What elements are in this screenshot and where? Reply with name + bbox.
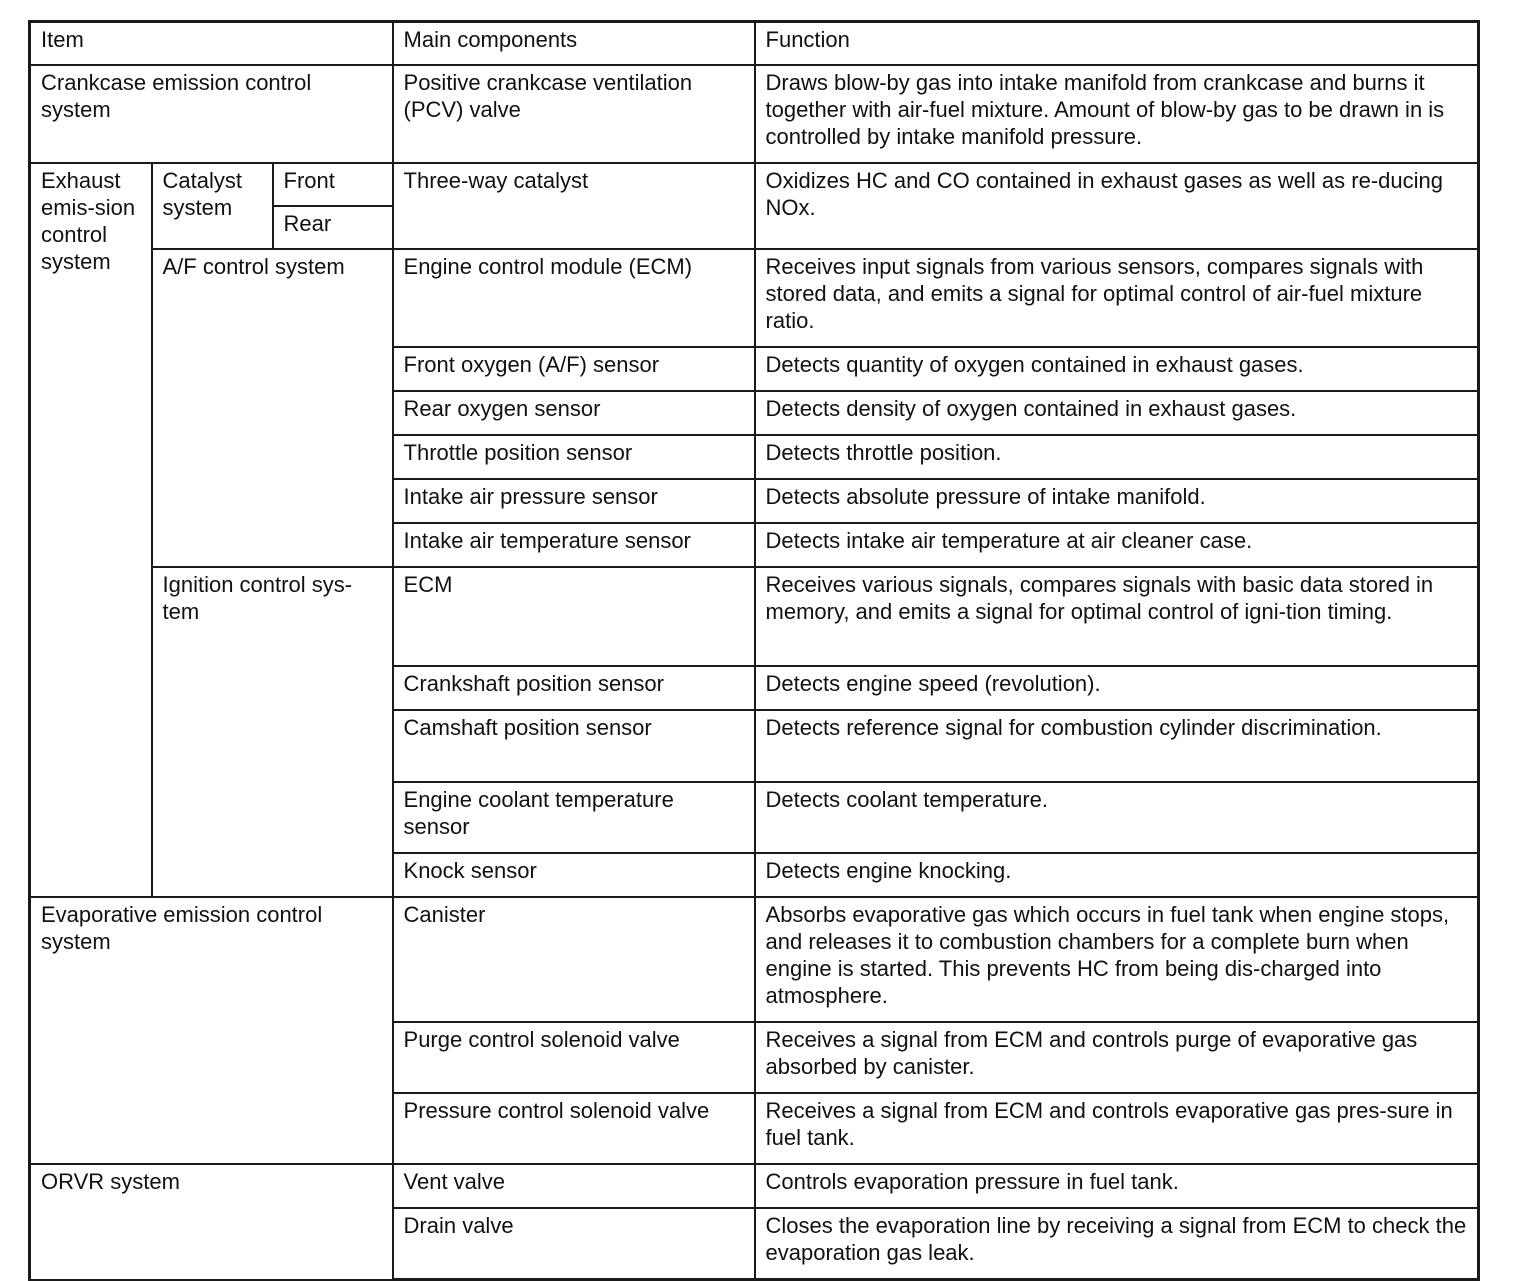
- function-cell: Detects engine speed (revolution).: [755, 666, 1479, 710]
- function-cell: Detects absolute pressure of intake manifold.: [755, 479, 1479, 523]
- component-cell: Positive crankcase ventilation (PCV) valve: [393, 65, 755, 163]
- function-cell: Detects engine knocking.: [755, 853, 1479, 897]
- function-cell: Absorbs evaporative gas which occurs in fuel tank when engine stops, and releases it to combustion chambers for a complete burn when engine is started. This prevents HC from being dis-charged into atmosphere.: [755, 897, 1479, 1022]
- component-cell: Engine coolant temperature sensor: [393, 782, 755, 853]
- function-cell: Detects intake air temperature at air cleaner case.: [755, 523, 1479, 567]
- function-cell: Controls evaporation pressure in fuel tank.: [755, 1164, 1479, 1208]
- emission-control-table: [28, 20, 1480, 1281]
- header-function: Function: [755, 22, 1479, 66]
- catalyst-front: Front: [273, 163, 393, 206]
- function-cell: Receives a signal from ECM and controls evaporative gas pres-sure in fuel tank.: [755, 1093, 1479, 1164]
- function-cell: Detects reference signal for combustion cylinder discrimination.: [755, 710, 1479, 782]
- component-cell: Engine control module (ECM): [393, 249, 755, 347]
- table-row: [30, 1164, 1479, 1208]
- function-cell: Receives various signals, compares signals with basic data stored in memory, and emits a signal for optimal control of igni-tion timing.: [755, 567, 1479, 666]
- component-cell: Throttle position sensor: [393, 435, 755, 479]
- table-row: [30, 567, 1479, 666]
- function-cell: Detects quantity of oxygen contained in exhaust gases.: [755, 347, 1479, 391]
- component-cell: Three-way catalyst: [393, 163, 755, 249]
- item-evaporative: Evaporative emission control system: [30, 897, 393, 1164]
- function-cell: Draws blow-by gas into intake manifold from crankcase and burns it together with air-fuel mixture. Amount of blow-by gas to be drawn in is controlled by intake manifold pressure.: [755, 65, 1479, 163]
- header-main-components: Main components: [393, 22, 755, 66]
- table-row: [30, 65, 1479, 163]
- header-item: Item: [30, 22, 393, 66]
- table-row: [30, 249, 1479, 347]
- component-cell: Pressure control solenoid valve: [393, 1093, 755, 1164]
- component-cell: Rear oxygen sensor: [393, 391, 755, 435]
- item-orvr: ORVR system: [30, 1164, 393, 1280]
- function-cell: Detects coolant temperature.: [755, 782, 1479, 853]
- function-cell: Receives input signals from various sensors, compares signals with stored data, and emits a signal for optimal control of air-fuel mixture ratio.: [755, 249, 1479, 347]
- component-cell: Knock sensor: [393, 853, 755, 897]
- function-cell: Oxidizes HC and CO contained in exhaust gases as well as re-ducing NOx.: [755, 163, 1479, 249]
- component-cell: Intake air temperature sensor: [393, 523, 755, 567]
- function-cell: Detects throttle position.: [755, 435, 1479, 479]
- subitem-ignition-control: Ignition control sys-tem: [152, 567, 393, 897]
- component-cell: Crankshaft position sensor: [393, 666, 755, 710]
- emission-control-table-page: [28, 20, 1480, 1281]
- component-cell: Front oxygen (A/F) sensor: [393, 347, 755, 391]
- subitem-af-control: A/F control system: [152, 249, 393, 567]
- component-cell: Intake air pressure sensor: [393, 479, 755, 523]
- function-cell: Receives a signal from ECM and controls purge of evaporative gas absorbed by canister.: [755, 1022, 1479, 1093]
- component-cell: ECM: [393, 567, 755, 666]
- component-cell: Canister: [393, 897, 755, 1022]
- component-cell: Drain valve: [393, 1208, 755, 1280]
- item-crankcase: Crankcase emission control system: [30, 65, 393, 163]
- component-cell: Purge control solenoid valve: [393, 1022, 755, 1093]
- table-row: [30, 897, 1479, 1022]
- function-cell: Closes the evaporation line by receiving a signal from ECM to check the evaporation gas leak.: [755, 1208, 1479, 1280]
- item-exhaust: Exhaust emis-sion control system: [30, 163, 152, 897]
- component-cell: Vent valve: [393, 1164, 755, 1208]
- subitem-catalyst: Catalyst system: [152, 163, 273, 249]
- header-row: [30, 22, 1479, 66]
- table-row: [30, 163, 1479, 206]
- function-cell: Detects density of oxygen contained in exhaust gases.: [755, 391, 1479, 435]
- component-cell: Camshaft position sensor: [393, 710, 755, 782]
- catalyst-rear: Rear: [273, 206, 393, 249]
